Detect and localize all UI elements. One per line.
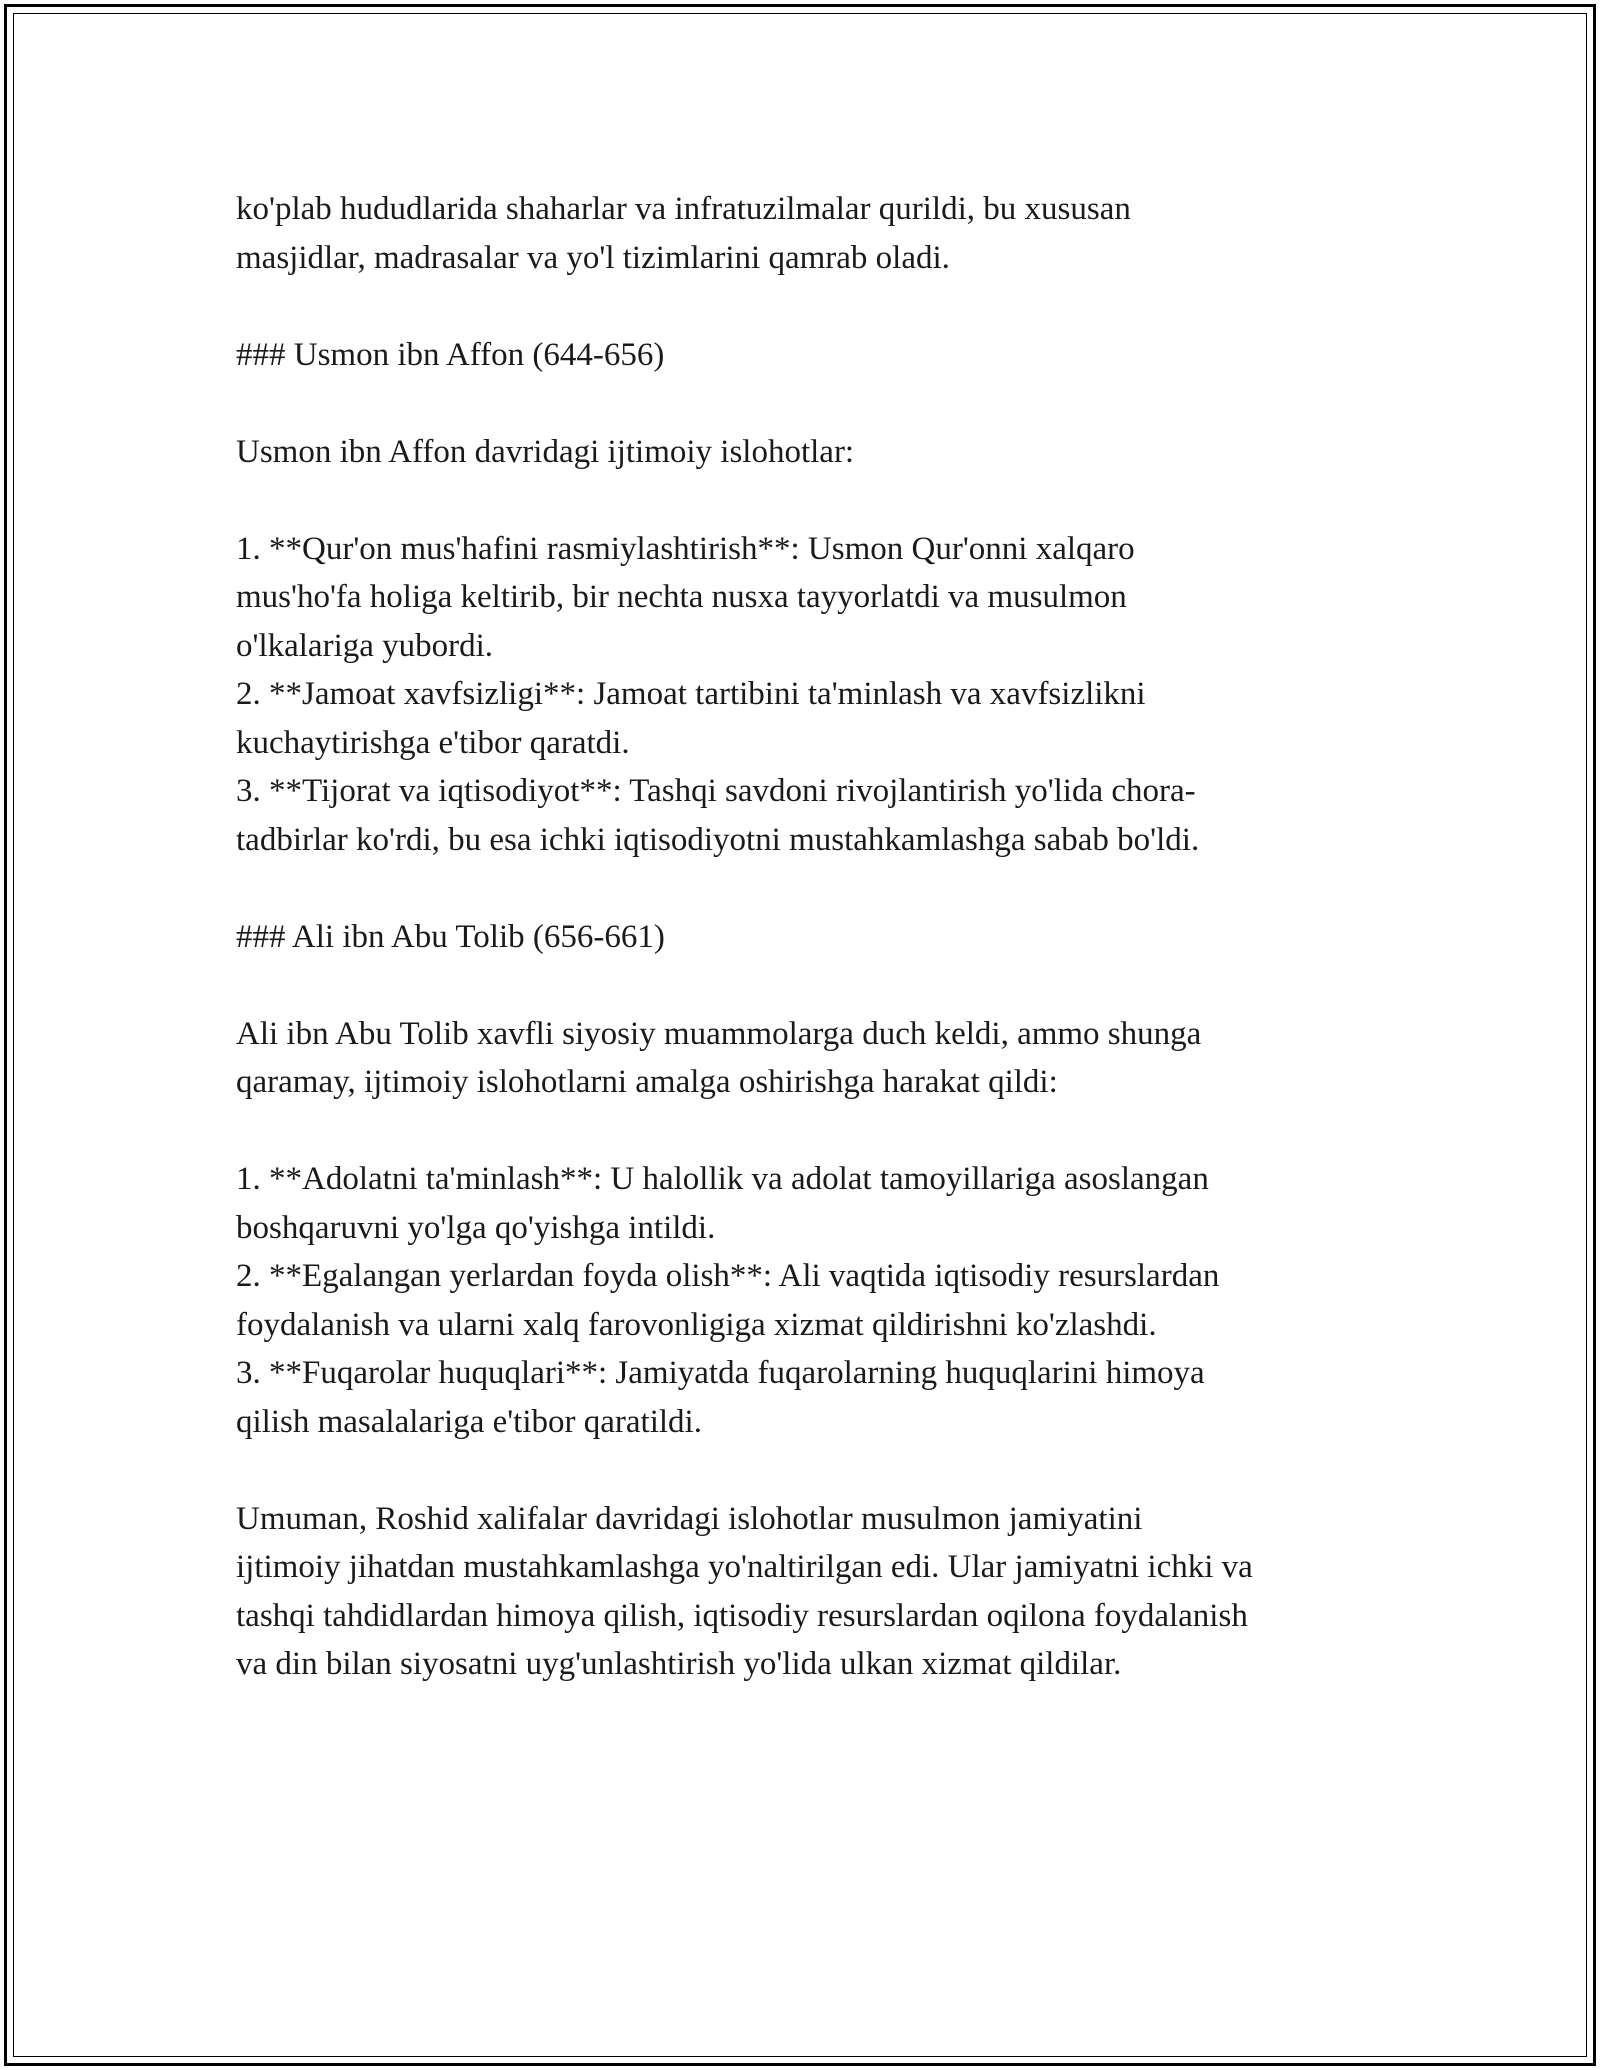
list-item-line: 2. **Egalangan yerlardan foyda olish**: Ali vaqtida iqtisodiy resurslardan [236,1258,1220,1294]
blank-line [236,282,1396,331]
list-item-line: 3. **Tijorat va iqtisodiyot**: Tashqi savdoni rivojlantirish yo'lida chora- [236,773,1196,809]
list-item-line: 1. **Adolatni ta'minlash**: U halollik va adolat tamoyillariga asoslangan [236,1161,1209,1197]
blank-line [236,1446,1396,1495]
list-item-line: mus'ho'fa holiga keltirib, bir nechta nusxa tayyorlatdi va musulmon [236,579,1127,615]
conclusion-line: va din bilan siyosatni uyg'unlashtirish yo'lida ulkan xizmat qildilar. [236,1646,1122,1682]
blank-line [236,864,1396,913]
list-item-line: 1. **Qur'on mus'hafini rasmiylashtirish**: Usmon Qur'onni xalqaro [236,530,1135,567]
section-heading-ali: ### Ali ibn Abu Tolib (656-661) [236,918,665,955]
list-item-line: 2. **Jamoat xavfsizligi**: Jamoat tartibini ta'minlash va xavfsizlikni [236,676,1146,712]
blank-line [236,961,1396,1010]
document-body [236,185,1396,1689]
list-item-line: boshqaruvni yo'lga qo'yishga intildi. [236,1209,716,1246]
text-line: Usmon ibn Affon davridagi ijtimoiy islohotlar: [236,433,855,470]
conclusion-line: tashqi tahdidlardan himoya qilish, iqtisodiy resurslardan oqilona foydalanish [236,1597,1248,1634]
text-line: qaramay, ijtimoiy islohotlarni amalga oshirishga harakat qildi: [236,1064,1058,1100]
list-item-line: foydalanish va ularni xalq farovonligiga xizmat qildirishni ko'zlashdi. [236,1306,1157,1343]
list-item-line: 3. **Fuqarolar huquqlari**: Jamiyatda fuqarolarning huquqlarini himoya [236,1355,1205,1391]
list-item-line: o'lkalariga yubordi. [236,627,494,664]
text-line: Ali ibn Abu Tolib xavfli siyosiy muammolarga duch keldi, ammo shunga [236,1015,1202,1052]
section-heading-usmon: ### Usmon ibn Affon (644-656) [236,336,665,373]
list-item-line: tadbirlar ko'rdi, bu esa ichki iqtisodiyotni mustahkamlashga sabab bo'ldi. [236,821,1200,858]
blank-line [236,1107,1396,1156]
list-item-line: kuchaytirishga e'tibor qaratdi. [236,724,630,761]
text-line: masjidlar, madrasalar va yo'l tizimlarini qamrab oladi. [236,239,950,276]
text-line: ko'plab hududlarida shaharlar va infratuzilmalar qurildi, bu xususan [236,191,1131,227]
blank-line [236,476,1396,525]
conclusion-line: Umuman, Roshid xalifalar davridagi islohotlar musulmon jamiyatini [236,1500,1143,1537]
blank-line [236,379,1396,428]
list-item-line: qilish masalalariga e'tibor qaratildi. [236,1403,702,1440]
conclusion-line: ijtimoiy jihatdan mustahkamlashga yo'naltirilgan edi. Ular jamiyatni ichki va [236,1549,1253,1585]
